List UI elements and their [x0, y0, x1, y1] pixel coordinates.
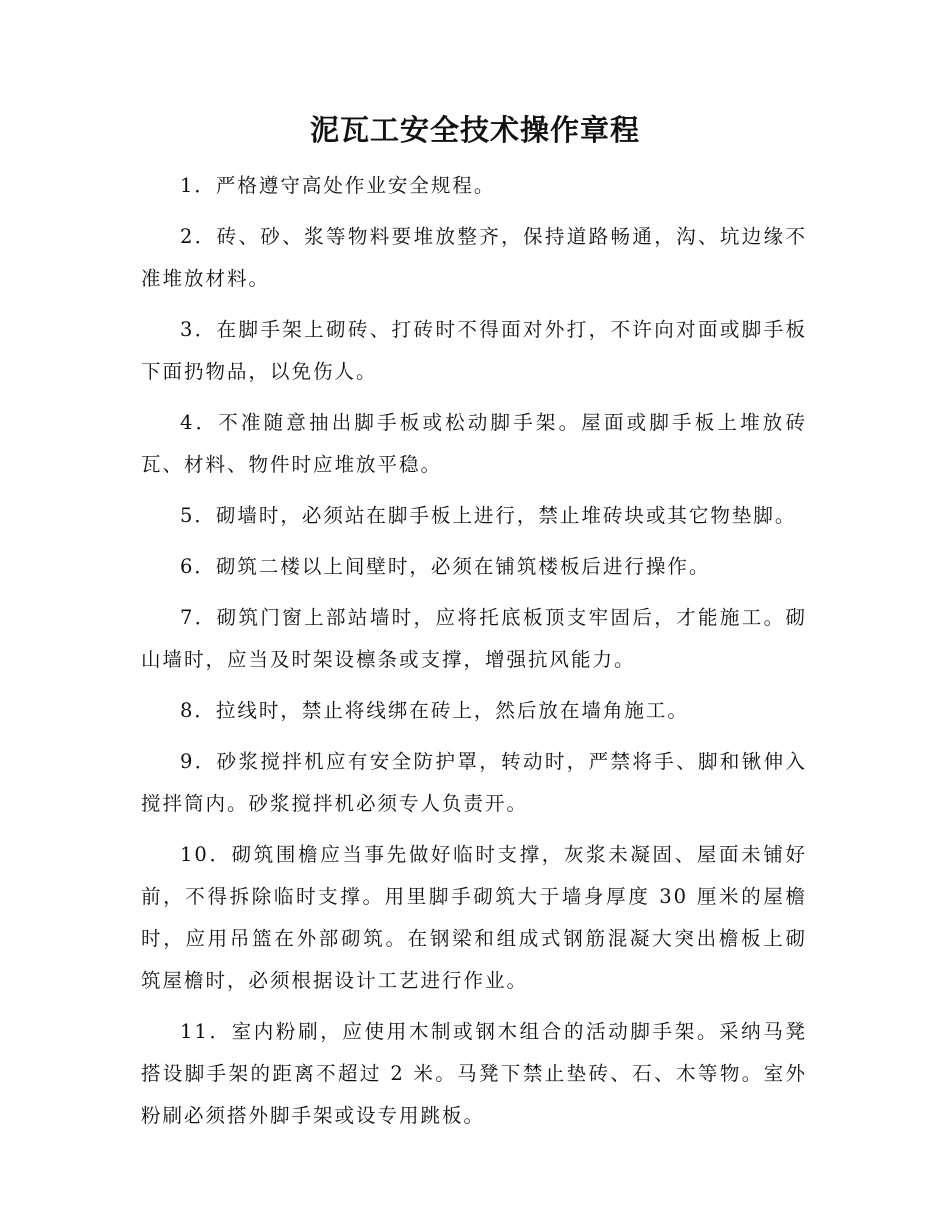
paragraph-11: 11．室内粉刷，应使用木制或钢木组合的活动脚手架。采纳马凳搭设脚手架的距离不超过 2 米。马凳下禁止垫砖、石、木等物。室外粉刷必须搭外脚手架或设专用跳板。	[141, 1020, 807, 1127]
document-title: 泥瓦工安全技术操作章程	[309, 113, 640, 147]
paragraph-2: 2．砖、砂、浆等物料要堆放整齐，保持道路畅通，沟、坑边缘不准堆放材料。	[141, 225, 807, 290]
paragraph-8: 8．拉线时，禁止将线绑在砖上，然后放在墙角施工。	[180, 699, 689, 722]
paragraph-9: 9．砂浆搅拌机应有安全防护罩，转动时，严禁将手、脚和锹伸入搅拌筒内。砂浆搅拌机必须专人负责开。	[141, 750, 807, 815]
paragraph-10: 10．砌筑围檐应当事先做好临时支撑，灰浆未凝固、屋面未铺好前，不得拆除临时支撑。用里脚手砌筑大于墙身厚度 30 厘米的屋檐时，应用吊篮在外部砌筑。在钢梁和组成式钢筋混凝大突出檐板上砌筑屋檐时，必须根据设计工艺进行作业。	[141, 843, 807, 992]
paragraph-6: 6．砌筑二楼以上间壁时，必须在铺筑楼板后进行操作。	[180, 555, 711, 578]
paragraph-4: 4．不准随意抽出脚手板或松动脚手架。屋面或脚手板上堆放砖瓦、材料、物件时应堆放平稳。	[141, 411, 807, 476]
paragraph-3: 3．在脚手架上砌砖、打砖时不得面对外打，不许向对面或脚手板下面扔物品，以免伤人。	[141, 318, 807, 383]
paragraph-7: 7．砌筑门窗上部站墙时，应将托底板顶支牢固后，才能施工。砌山墙时，应当及时架设檩条或支撑，增强抗风能力。	[141, 606, 807, 671]
document-body	[141, 165, 807, 1146]
paragraph-1: 1．严格遵守高处作业安全规程。	[180, 174, 496, 197]
paragraph-5: 5．砌墙时，必须站在脚手板上进行，禁止堆砖块或其它物垫脚。	[180, 504, 797, 527]
